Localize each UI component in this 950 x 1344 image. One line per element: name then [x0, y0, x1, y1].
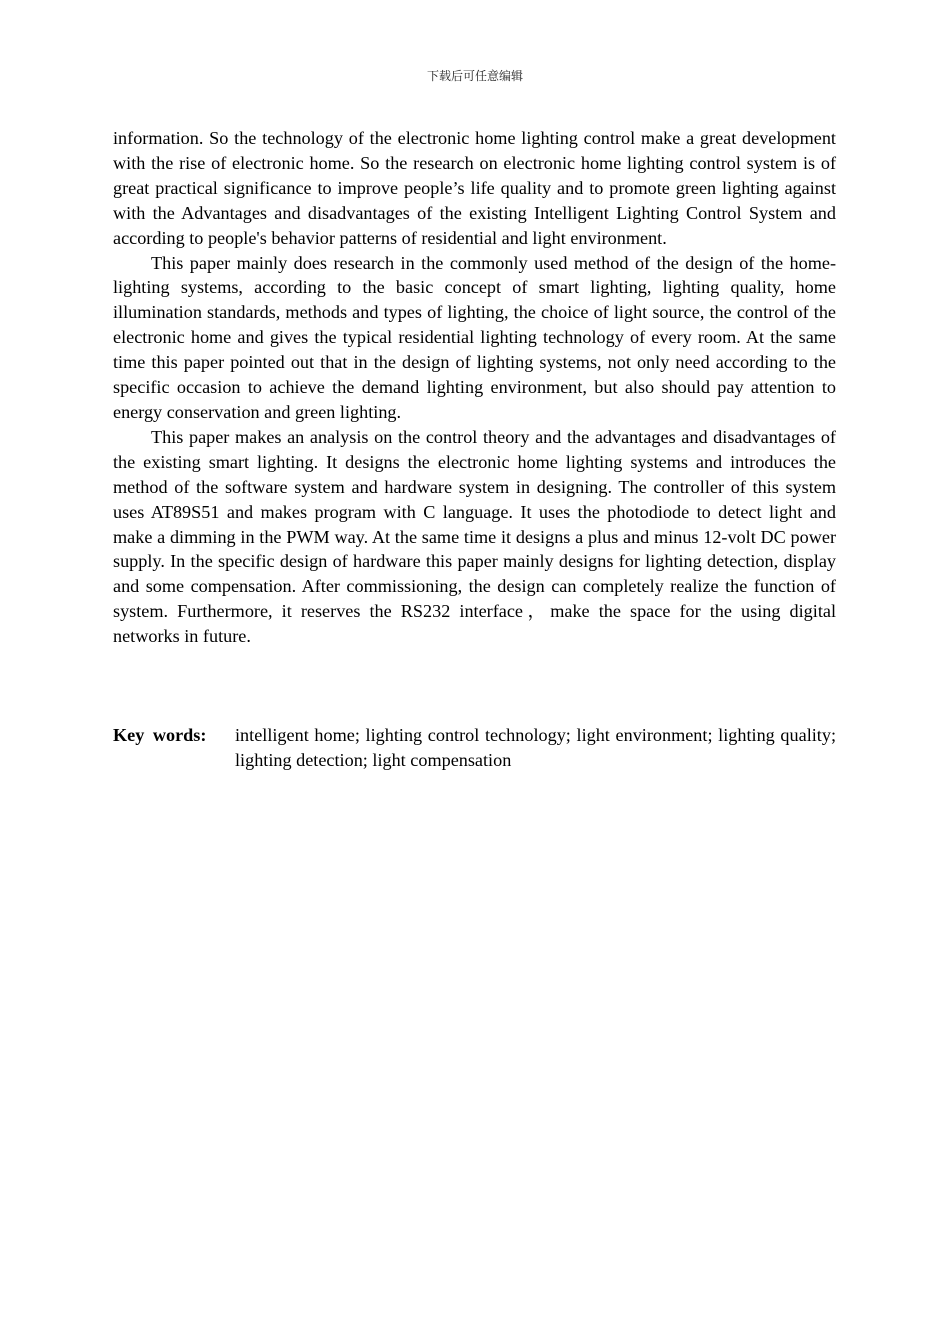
paragraph-1: information. So the technology of the electronic home lighting control make a great development with the rise of electronic home. So the research on electronic home lighting control system is of great practical significance to improve people’s life quality and to promote green lighting against with the Advantages and disadvantages of the existing Intelligent Lighting Control System and according to people's behavior patterns of residential and light environment.: [113, 128, 836, 248]
keywords-section: [113, 723, 836, 773]
page-header: 下载后可任意编辑: [426, 69, 523, 83]
abstract-body: [113, 126, 836, 649]
paragraph-2: This paper mainly does research in the commonly used method of the design of the home-lighting systems, according to the basic concept of smart lighting, lighting quality, home illumination standards, methods and types of lighting, the choice of light source, the control of the electronic home and gives the typical residential lighting technology of every room. At the same time this paper pointed out that in the design of lighting systems, not only need according to the specific occasion to achieve the demand lighting environment, but also should pay attention to energy conservation and green lighting.: [113, 252, 836, 422]
keywords-label: Key words:: [113, 725, 207, 745]
paragraph-3: This paper makes an analysis on the control theory and the advantages and disadvantages of the existing smart lighting. It designs the electronic home lighting systems and introduces the method of the software system and hardware system in designing. The controller of this system uses AT89S51 and makes program with C language. It uses the photodiode to detect light and make a dimming in the PWM way. At the same time it designs a plus and minus 12-volt DC power supply. In the specific design of hardware this paper mainly designs for lighting detection, display and some compensation. After commissioning, the design can completely realize the function of system. Furthermore, it reserves the RS232 interface，make the space for the using digital networks in future.: [113, 426, 836, 647]
keywords-text: intelligent home; lighting control technology; light environment; lighting quality; lighting detection; light compensation: [235, 725, 836, 770]
